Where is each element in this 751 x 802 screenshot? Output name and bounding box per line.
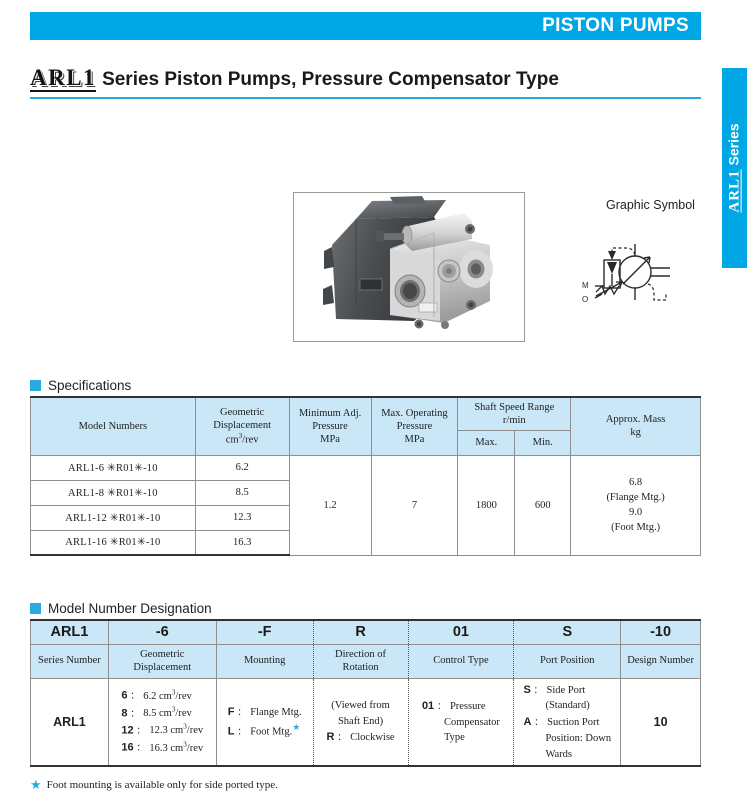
mnd-name-mounting-l1: Mounting (243, 655, 286, 667)
mnd-name-design-number (621, 644, 701, 678)
displacement-sep-1: ： (130, 708, 141, 720)
page-title-line (30, 66, 701, 92)
mnd-code-direction-of-rotation: R (313, 620, 408, 644)
mnd-name-geo-l2: Displacement (133, 662, 192, 673)
mnd-val-series-number (31, 678, 109, 766)
mnd-code-row (31, 620, 701, 644)
list-item (121, 705, 203, 722)
spec-col-maxop-unit: MPa (404, 433, 425, 445)
port-desc-1-l2: Position: Down (545, 732, 612, 744)
mnd-name-direction-of-rotation (313, 644, 408, 678)
spec-mass-line3: 9.0 (629, 507, 643, 518)
spec-col-geometric-displacement (195, 397, 289, 455)
displacement-desc-1: 8.5 $cm^3$/rev (143, 705, 192, 720)
list-item (121, 722, 203, 739)
spec-col-geo-line1: Geometric (219, 406, 265, 418)
displacement-sep-2: ： (136, 725, 147, 737)
side-tab-arl1-series (722, 68, 747, 268)
port-sep-1: ： (534, 717, 545, 728)
port-sep-0: ： (533, 684, 544, 696)
port-position-option-list (523, 682, 611, 763)
spec-header-row-1 (31, 397, 701, 430)
port-code-0: S (523, 683, 531, 696)
product-photo-frame (293, 192, 525, 342)
spec-approx-mass (571, 455, 701, 555)
mounting-desc-1: Foot Mtg. (250, 726, 293, 738)
section-bullet-icon (30, 603, 41, 614)
mnd-name-series-number-l1: Series Number (38, 655, 101, 667)
mnd-name-mounting (216, 644, 313, 678)
table-row (31, 678, 701, 766)
spec-displacement-1: 8.5 (195, 480, 289, 505)
arl1-logo: ARL1 (30, 65, 97, 90)
control-type-sep: ： (436, 700, 448, 712)
specifications-heading-text: Specifications (48, 378, 132, 393)
spec-max-op-pressure: 7 (371, 455, 458, 555)
rotation-option-list (327, 698, 395, 746)
section-bullet-icon (30, 380, 41, 391)
displacement-option-list (121, 687, 203, 756)
spec-model-3: ARL1-16 ✳R01✳-10 (31, 530, 196, 555)
list-item (523, 714, 611, 731)
page-banner (30, 12, 701, 40)
displacement-sep-0: ： (130, 690, 141, 702)
spec-displacement-2: 12.3 (195, 505, 289, 530)
mounting-sep-0: ： (237, 706, 248, 718)
table-row (31, 455, 701, 480)
piston-pump-photo (294, 193, 524, 341)
side-tab-label: Series (725, 123, 742, 166)
spec-col-minadj-line2: Pressure (312, 420, 348, 432)
model-number-designation-table (30, 619, 701, 767)
mnd-val-geometric-displacement (108, 678, 216, 766)
mnd-val-port-position (514, 678, 621, 766)
list-item (121, 739, 203, 756)
spec-col-geo-line2: Displacement (213, 419, 271, 431)
spec-col-geo-unit: $cm^3$/rev (225, 432, 259, 446)
spec-mass-line4: (Foot Mtg.) (611, 522, 661, 534)
list-item (327, 729, 395, 746)
mnd-table-head (31, 620, 701, 678)
displacement-code-3: 16 (121, 741, 134, 754)
spec-col-maxop-line2: Pressure (396, 420, 433, 432)
specifications-table-body (31, 455, 701, 555)
spec-min-adj-pressure: 1.2 (289, 455, 371, 555)
mnd-table-body (31, 678, 701, 766)
mnd-code-series-number: ARL1 (31, 620, 109, 644)
displacement-code-1: 8 (121, 707, 128, 720)
graphic-symbol-port-m: M (582, 281, 589, 290)
mounting-code-0: F (227, 705, 235, 718)
spec-speed-min: 600 (515, 455, 571, 555)
spec-model-1: ARL1-8 ✳R01✳-10 (31, 480, 196, 505)
graphic-symbol-port-o: O (582, 295, 589, 304)
mnd-series-number-value: ARL1 (53, 714, 86, 729)
mnd-design-number-value: 10 (653, 714, 668, 729)
displacement-code-2: 12 (121, 724, 134, 737)
mnd-code-mounting: -F (216, 620, 313, 644)
spec-displacement-0: 6.2 (195, 455, 289, 480)
mnd-name-port-l1: Port Position (539, 655, 595, 667)
mnd-val-control-type (408, 678, 514, 766)
mnd-name-series-number (31, 644, 109, 678)
control-type-desc-l3: Type (443, 732, 465, 744)
mnd-name-port-position (514, 644, 621, 678)
displacement-desc-0: 6.2 $cm^3$/rev (143, 688, 192, 702)
graphic-symbol-figure (578, 236, 690, 316)
port-desc-1-l3: Wards (545, 748, 573, 760)
rotation-sep-0: ： (337, 732, 348, 744)
displacement-sep-3: ： (136, 742, 147, 754)
mnd-name-geometric-displacement (108, 644, 216, 678)
mnd-code-geometric-displacement: -6 (108, 620, 216, 644)
spec-col-maxop-line1: Max. Operating (381, 407, 448, 419)
control-type-code: 01 (421, 699, 435, 712)
list-item (228, 721, 302, 740)
mnd-name-control-type (408, 644, 514, 678)
footnote-star-marker-icon: ★ (292, 721, 301, 732)
mounting-option-list (228, 704, 302, 740)
graphic-symbol-label: Graphic Symbol (606, 198, 695, 212)
mounting-code-1: L (227, 725, 235, 738)
model-number-designation-heading (30, 601, 212, 616)
port-desc-1-l1: Suction Port (547, 717, 600, 728)
port-desc-0-l2: (Standard) (545, 700, 590, 712)
control-type-desc-l1: Pressure (449, 700, 486, 712)
port-desc-0-l1: Side Port (546, 684, 586, 696)
mnd-code-design-number: -10 (621, 620, 701, 644)
control-type-option-list (422, 698, 500, 746)
spec-col-min-adj-pressure (289, 397, 371, 455)
title-underline-rule (30, 97, 701, 99)
port-code-1: A (523, 716, 532, 728)
banner-title: PISTON PUMPS (542, 15, 689, 36)
displacement-desc-2: 12.3 $cm^3$/rev (149, 722, 204, 737)
spec-mass-line1: 6.8 (629, 476, 643, 488)
page-title (30, 66, 701, 92)
footnote (30, 777, 278, 793)
rotation-desc-0: Clockwise (350, 732, 395, 744)
spec-col-shaft-speed-title: Shaft Speed Range (474, 401, 555, 413)
spec-displacement-3: 16.3 (195, 530, 289, 555)
spec-model-2: ARL1-12 ✳R01✳-10 (31, 505, 196, 530)
mnd-name-rotation-l1: Direction of (335, 648, 387, 660)
rotation-note-l2: Shaft End) (337, 715, 384, 727)
list-item (523, 682, 611, 699)
mnd-code-port-position: S (514, 620, 621, 644)
side-tab-inner (726, 123, 744, 212)
hydraulic-schematic-icon (578, 236, 690, 316)
rotation-code-0: R (326, 731, 335, 744)
specifications-table (30, 396, 701, 556)
spec-col-minadj-unit: MPa (320, 433, 340, 445)
spec-col-max-operating-pressure (371, 397, 458, 455)
mnd-name-geo-l1: Geometric (140, 648, 185, 660)
spec-col-mass-title: Approx. Mass (605, 414, 666, 426)
mnd-name-rotation-l2: Rotation (342, 662, 379, 673)
side-tab-logo: ARL1 (726, 169, 743, 213)
spec-col-model-numbers: Model Numbers (31, 397, 196, 455)
spec-col-shaft-speed-max: Max. (458, 430, 515, 455)
spec-col-minadj-line1: Minimum Adj. (298, 407, 362, 419)
mnd-val-design-number (621, 678, 701, 766)
mnd-code-control-type: 01 (408, 620, 514, 644)
displacement-desc-3: 16.3 $cm^3$/rev (149, 740, 204, 754)
specifications-table-head (31, 397, 701, 455)
rotation-note-l1: (Viewed from (331, 699, 390, 711)
displacement-code-0: 6 (121, 689, 128, 702)
list-item (228, 704, 302, 721)
specifications-heading (30, 378, 131, 393)
mnd-val-direction-of-rotation (313, 678, 408, 766)
footnote-star-icon: ★ (30, 777, 42, 792)
footnote-text: Foot mounting is available only for side ported type. (46, 779, 278, 791)
list-item (422, 698, 500, 715)
mounting-desc-0: Flange Mtg. (250, 706, 302, 718)
mnd-name-control-l1: Control Type (433, 655, 489, 667)
spec-col-mass-unit: kg (630, 427, 641, 439)
spec-col-shaft-speed-min: Min. (515, 430, 571, 455)
mnd-val-mounting (216, 678, 313, 766)
page-title-text: Series Piston Pumps, Pressure Compensator Type (102, 69, 559, 90)
spec-mass-line2: (Flange Mtg.) (606, 491, 665, 503)
list-item (121, 687, 203, 704)
mounting-sep-1: ： (237, 726, 248, 738)
spec-col-approx-mass (571, 397, 701, 455)
control-type-desc-l2: Compensator (443, 716, 500, 728)
mnd-name-row (31, 644, 701, 678)
spec-speed-max: 1800 (458, 455, 515, 555)
mnd-heading-text: Model Number Designation (48, 601, 212, 616)
mnd-name-design-l1: Design Number (627, 655, 694, 667)
spec-model-0: ARL1-6 ✳R01✳-10 (31, 455, 196, 480)
spec-col-shaft-speed-range (458, 397, 571, 430)
spec-col-shaft-speed-unit: r/min (502, 414, 526, 426)
